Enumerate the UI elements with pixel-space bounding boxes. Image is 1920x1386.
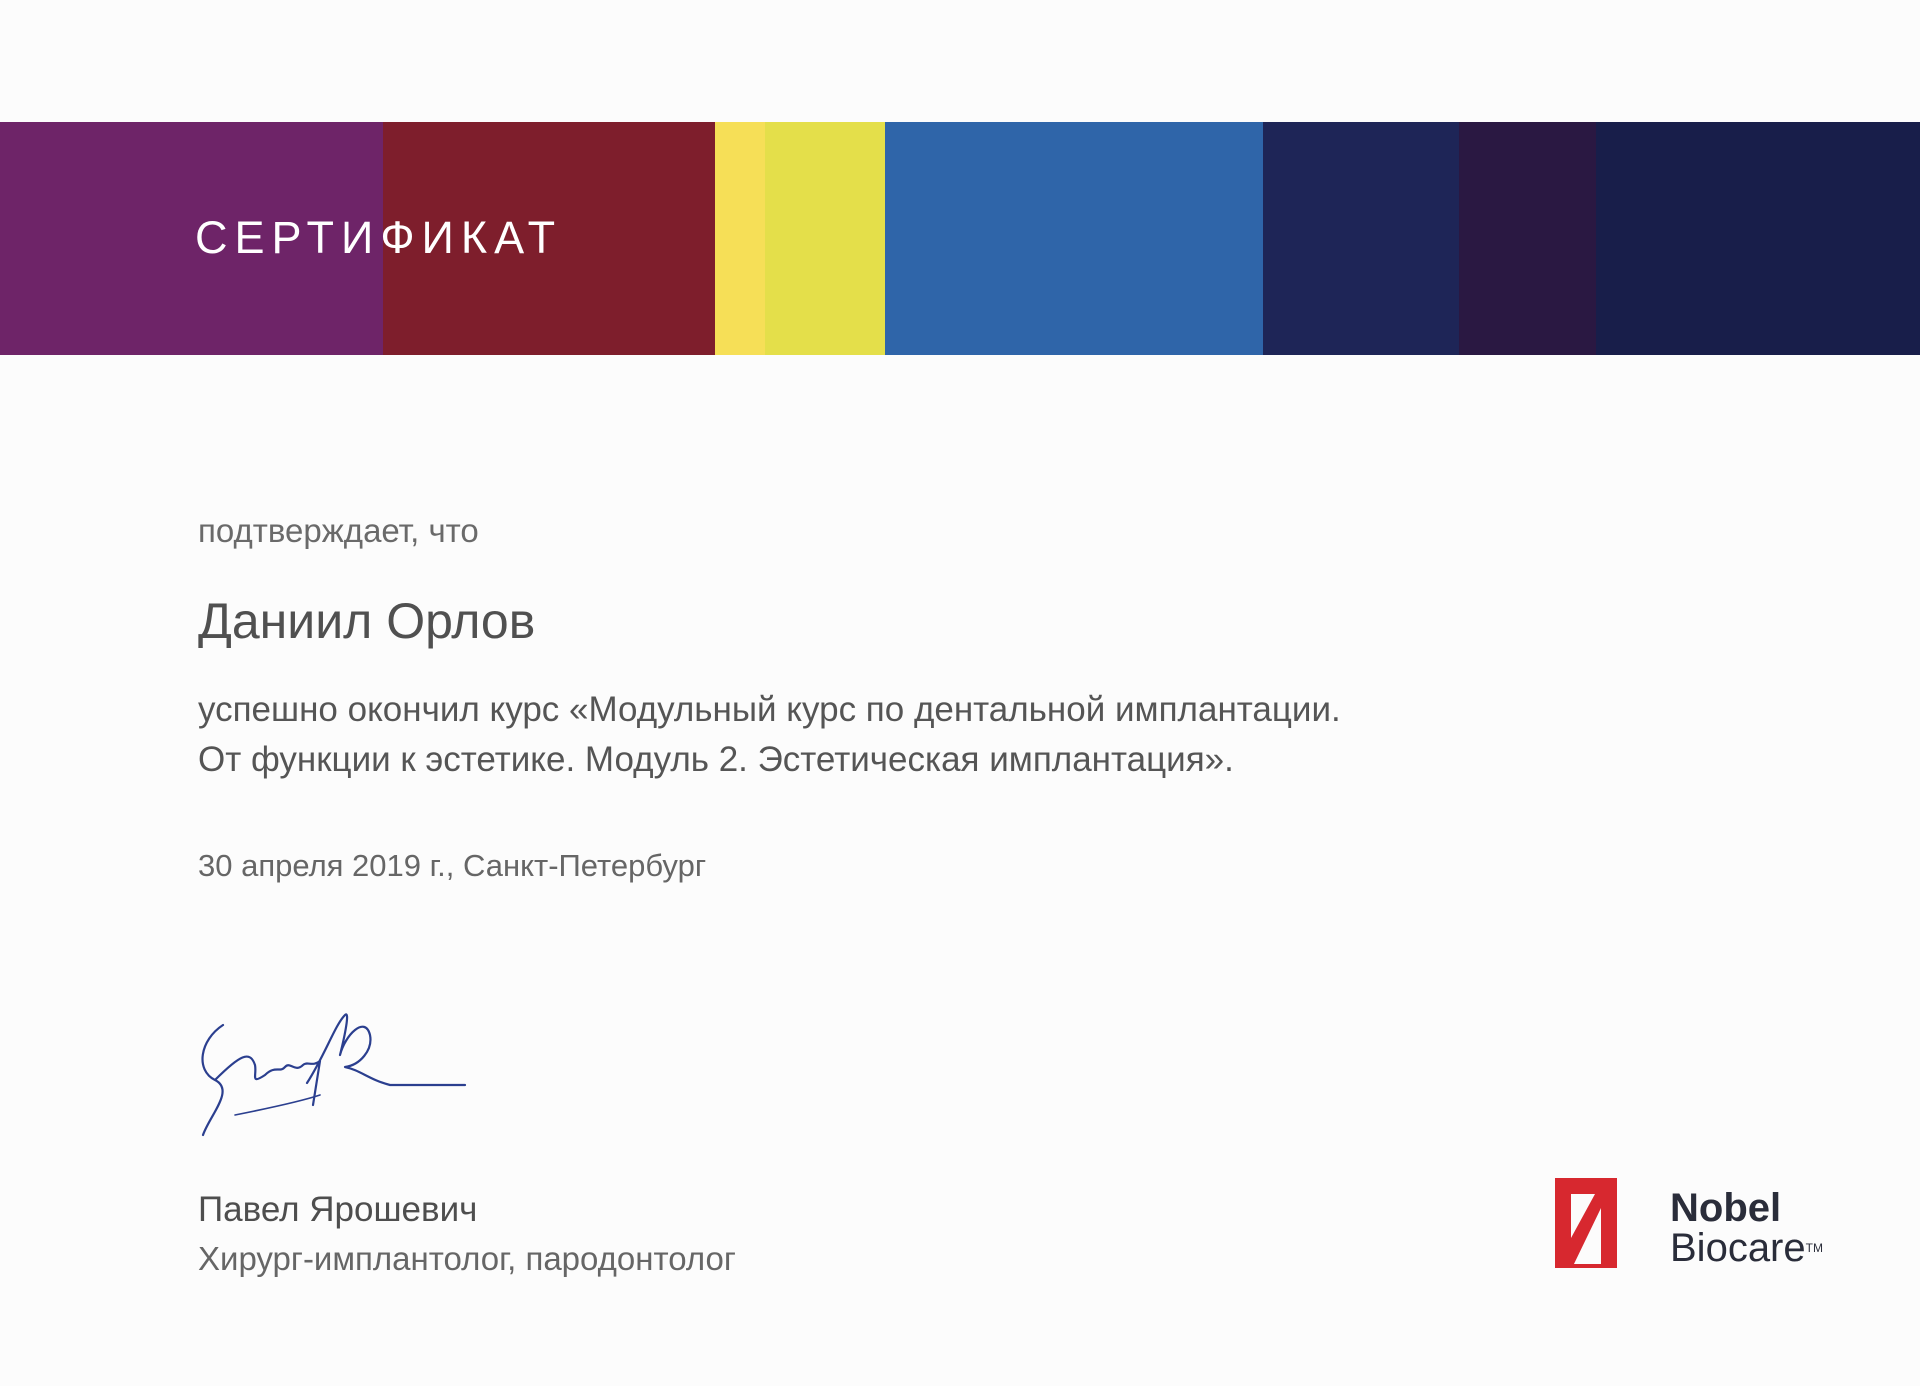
logo-word-nobel: Nobel: [1670, 1186, 1782, 1230]
band-segment-blue: [885, 122, 1263, 355]
recipient-name: Даниил Орлов: [198, 593, 536, 649]
logo-word-biocare: [1670, 1228, 1823, 1268]
nobel-biocare-logo: [1555, 1178, 1825, 1278]
course-description: [198, 685, 1341, 785]
intro-text: подтверждает, что: [198, 512, 479, 549]
certificate-title: СЕРТИФИКАТ: [195, 212, 563, 263]
signer-role: Хирург-имплантолог, пародонтолог: [198, 1240, 736, 1277]
band-segment-dark-navy: [1596, 122, 1920, 355]
band-segment-navy: [1263, 122, 1459, 355]
logo-wordmark: [1670, 1188, 1823, 1268]
handwritten-signature: [195, 995, 475, 1140]
logo-word-biocare-text: Biocare: [1670, 1226, 1806, 1270]
signer-name: Павел Ярошевич: [198, 1190, 478, 1229]
course-line-2: От функции к эстетике. Модуль 2. Эстетическая имплантация».: [198, 740, 1234, 779]
trademark-symbol: TM: [1805, 1241, 1823, 1255]
date-place: 30 апреля 2019 г., Санкт-Петербург: [198, 848, 707, 883]
band-segment-plum: [1459, 122, 1596, 355]
course-line-1: успешно окончил курс «Модульный курс по дентальной имплантации.: [198, 690, 1341, 729]
band-segment-yellow: [715, 122, 765, 355]
nobel-n-mark-icon: [1555, 1178, 1617, 1268]
band-segment-lime: [765, 122, 885, 355]
